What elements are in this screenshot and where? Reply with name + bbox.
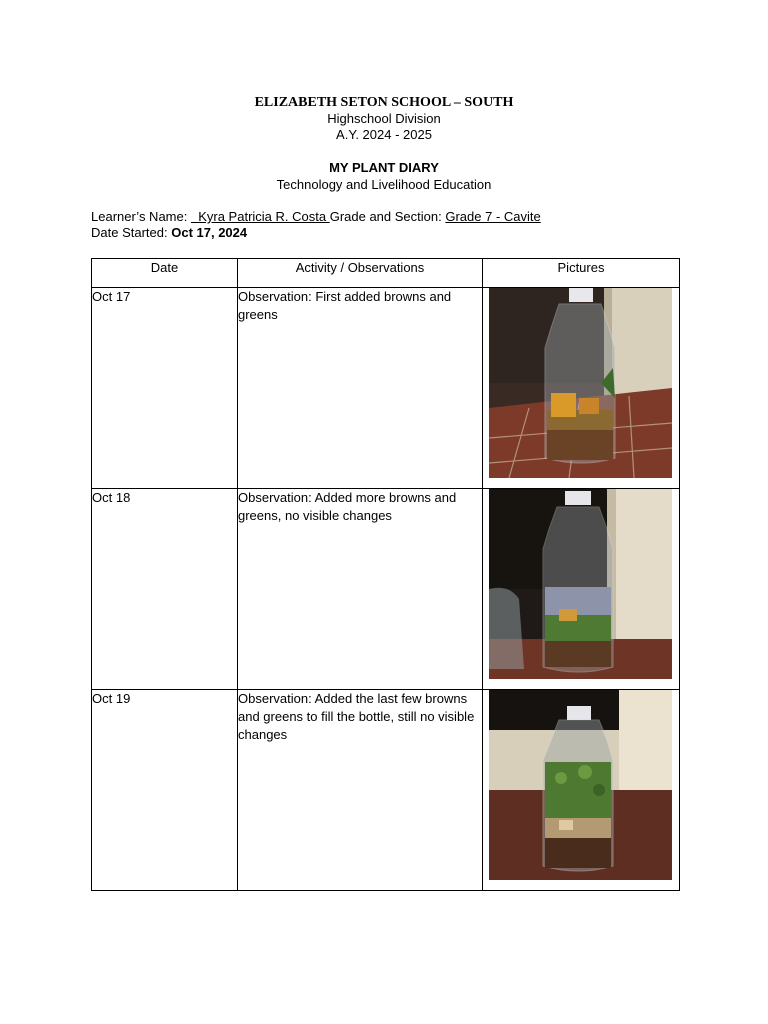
grade-section-label: Grade and Section:	[329, 209, 442, 224]
date-started-label: Date Started:	[91, 225, 168, 240]
column-header-pictures: Pictures	[483, 259, 680, 288]
row-observation: Observation: Added more browns and greens, no visible changes	[238, 489, 483, 690]
grade-section-value: Grade 7 - Cavite	[445, 209, 541, 224]
learner-info	[91, 209, 541, 241]
table-row	[92, 288, 680, 489]
row-date: Oct 17	[92, 288, 238, 489]
row-date: Oct 18	[92, 489, 238, 690]
table-row	[92, 489, 680, 690]
table-row	[92, 690, 680, 891]
column-header-date: Date	[92, 259, 238, 288]
page-title: MY PLANT DIARY	[329, 160, 439, 175]
compost-bottle-photo	[489, 288, 672, 478]
subject-text: Technology and Livelihood Education	[276, 177, 492, 192]
row-observation: Observation: Added the last few browns and greens to fill the bottle, still no visible changes	[238, 690, 483, 891]
learner-name-value: Kyra Patricia R. Costa	[190, 209, 330, 224]
row-date: Oct 19	[92, 690, 238, 891]
compost-bottle-photo	[489, 690, 672, 880]
plant-diary-table	[91, 258, 680, 891]
table-header-row	[92, 259, 680, 288]
learner-name-label: Learner’s Name:	[91, 209, 188, 224]
academic-year-text: A.Y. 2024 - 2025	[336, 127, 432, 142]
learner-line-2	[91, 225, 541, 241]
row-picture-cell	[483, 489, 680, 690]
compost-bottle-photo	[489, 489, 672, 679]
column-header-activity: Activity / Observations	[238, 259, 483, 288]
date-started-value: Oct 17, 2024	[171, 225, 248, 240]
row-picture-cell	[483, 690, 680, 891]
learner-line-1	[91, 209, 541, 225]
row-picture-cell	[483, 288, 680, 489]
division-text: Highschool Division	[327, 111, 441, 126]
school-name: ELIZABETH SETON SCHOOL – SOUTH	[254, 95, 514, 110]
row-observation: Observation: First added browns and greens	[238, 288, 483, 489]
